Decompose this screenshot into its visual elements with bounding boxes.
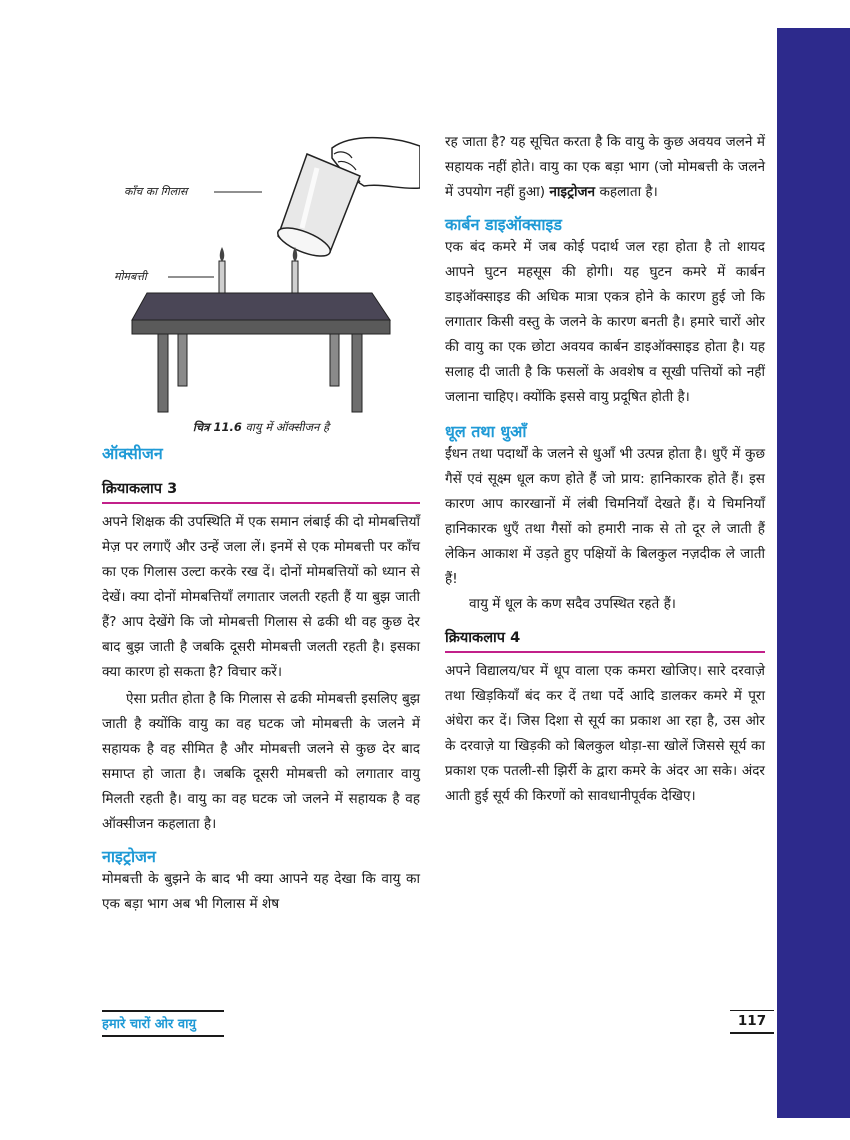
left-column <box>102 442 420 917</box>
page-number: 117 <box>730 1010 774 1034</box>
figure-label-glass: काँच का गिलास <box>124 185 188 198</box>
figure-label-candle: मोमबत्ती <box>114 270 147 283</box>
nitrogen-paragraph: मोमबत्ती के बुझने के बाद भी क्या आपने यह देखा कि वायु का एक बड़ा भाग अब भी गिलास में शेष <box>102 871 420 912</box>
activity-4-title: क्रियाकलाप 4 <box>445 627 765 653</box>
dust-smoke-heading: धूल तथा धुआँ <box>445 422 527 441</box>
nitrogen-continuation-end: कहलाता है। <box>599 184 658 200</box>
dust-smoke-paragraph: ईंधन तथा पदार्थों के जलने से धुआँ भी उत्पन्न होता है। धुएँ में कुछ गैसें एवं सूक्ष्म धूल कण होते हैं जो प्राय: हानिकारक होते हैं। इस कारण आप कारखानों में लंबी चिमनियाँ देखते हैं। ये चिमनियाँ हानिकारक धुएँ तथा गैसों को हमारी नाक से तो दूर ले जाती हैं लेकिन आकाश में उड़ते हुए पक्षियों के बिलकुल नज़दीक ले जाती हैं! <box>445 446 765 587</box>
footer-chapter-title: हमारे चारों ओर वायु <box>102 1010 224 1037</box>
nitrogen-continuation-text: रह जाता है? यह सूचित करता है कि वायु के कुछ अवयव जलने में सहायक नहीं होते। वायु का एक बड़ा भाग (जो मोमबत्ती के जलने में उपयोग नहीं हुआ) <box>445 134 765 200</box>
right-column <box>445 130 765 809</box>
nitrogen-heading: नाइट्रोजन <box>102 847 156 866</box>
glass-drawing <box>274 154 360 262</box>
co2-paragraph: एक बंद कमरे में जब कोई पदार्थ जल रहा होता है तो शायद आपने घुटन महसूस की होगी। यह घुटन कमरे में कार्बन डाइऑक्साइड की अधिक मात्रा एकत्र होने के कारण हुई जो कि लगातार किसी वस्तु के जलने के कारण बनती है। हमारे चारों ओर की वायु का एक छोटा अवयव कार्बन डाइऑक्साइड होता है। यह सलाह दी जाती है कि फसलों के अवशेष व सूखी पत्तियों को नहीं जलाना चाहिए। क्योंकि इससे वायु प्रदूषित होती है। <box>445 239 765 405</box>
activity-3-title: क्रियाकलाप 3 <box>102 478 420 504</box>
nitrogen-continuation <box>445 130 765 205</box>
activity-4-paragraph: अपने विद्यालय/घर में धूप वाला एक कमरा खोजिए। सारे दरवाज़े तथा खिड़कियाँ बंद कर दें तथा पर्दे आदि डालकर कमरे में पूरा अंधेरा कर दें। जिस दिशा से सूर्य का प्रकाश आ रहा है, उस ओर के दरवाज़े या खिड़की को बिलकुल थोड़ा-सा खोलें जिससे सूर्य का प्रकाश एक पतली-सी झिर्री के द्वारा कमरे के अंदर आ सके। अंदर आती हुई सूर्य की किरणों को सावधानीपूर्वक देखिए। <box>445 663 765 804</box>
figure-11-6 <box>102 128 420 440</box>
dust-note: वायु में धूल के कण सदैव उपस्थित रहते हैं। <box>469 596 676 612</box>
nitrogen-bold-term: नाइट्रोजन <box>549 184 596 200</box>
figure-caption-text: वायु में ऑक्सीजन है <box>245 420 330 434</box>
oxygen-heading: ऑक्सीजन <box>102 444 163 463</box>
activity-3-paragraph: अपने शिक्षक की उपस्थिति में एक समान लंबाई की दो मोमबत्तियाँ मेज़ पर लगाएँ और उन्हें जला लें। इनमें से एक मोमबत्ती पर काँच का एक गिलास उल्टा करके रख दें। दोनों मोमबत्तियों को ध्यान से देखें। क्या दोनों मोमबत्तियाँ लगातार जलती रहती हैं या बुझ जाती हैं? आप देखेंगे कि जो मोमबत्ती गिलास से ढकी थी वह कुछ देर बाद बुझ जाती है जबकि दूसरी मोमबत्ती जलती रहती है। इसका क्या कारण हो सकता है? विचार करें। <box>102 514 420 680</box>
figure-caption <box>102 420 420 435</box>
figure-illustration <box>102 128 420 428</box>
sidebar-color-strip <box>777 28 850 1118</box>
oxygen-paragraph: ऐसा प्रतीत होता है कि गिलास से ढकी मोमबत्ती इसलिए बुझ जाती है क्योंकि वायु का वह घटक जो मोमबत्ती के जलने में सहायक है वह सीमित है और मोमबत्ती जलने से कुछ देर बाद समाप्त हो जाता है। जबकि दूसरी मोमबत्ती को लगातार वायु मिलती रहती है। वायु का वह घटक जो जलने में सहायक है वह ऑक्सीजन कहलाता है। <box>102 691 420 832</box>
co2-heading: कार्बन डाइऑक्साइड <box>445 215 562 234</box>
figure-caption-number: चित्र 11.6 <box>192 420 242 434</box>
table-drawing <box>132 293 390 412</box>
